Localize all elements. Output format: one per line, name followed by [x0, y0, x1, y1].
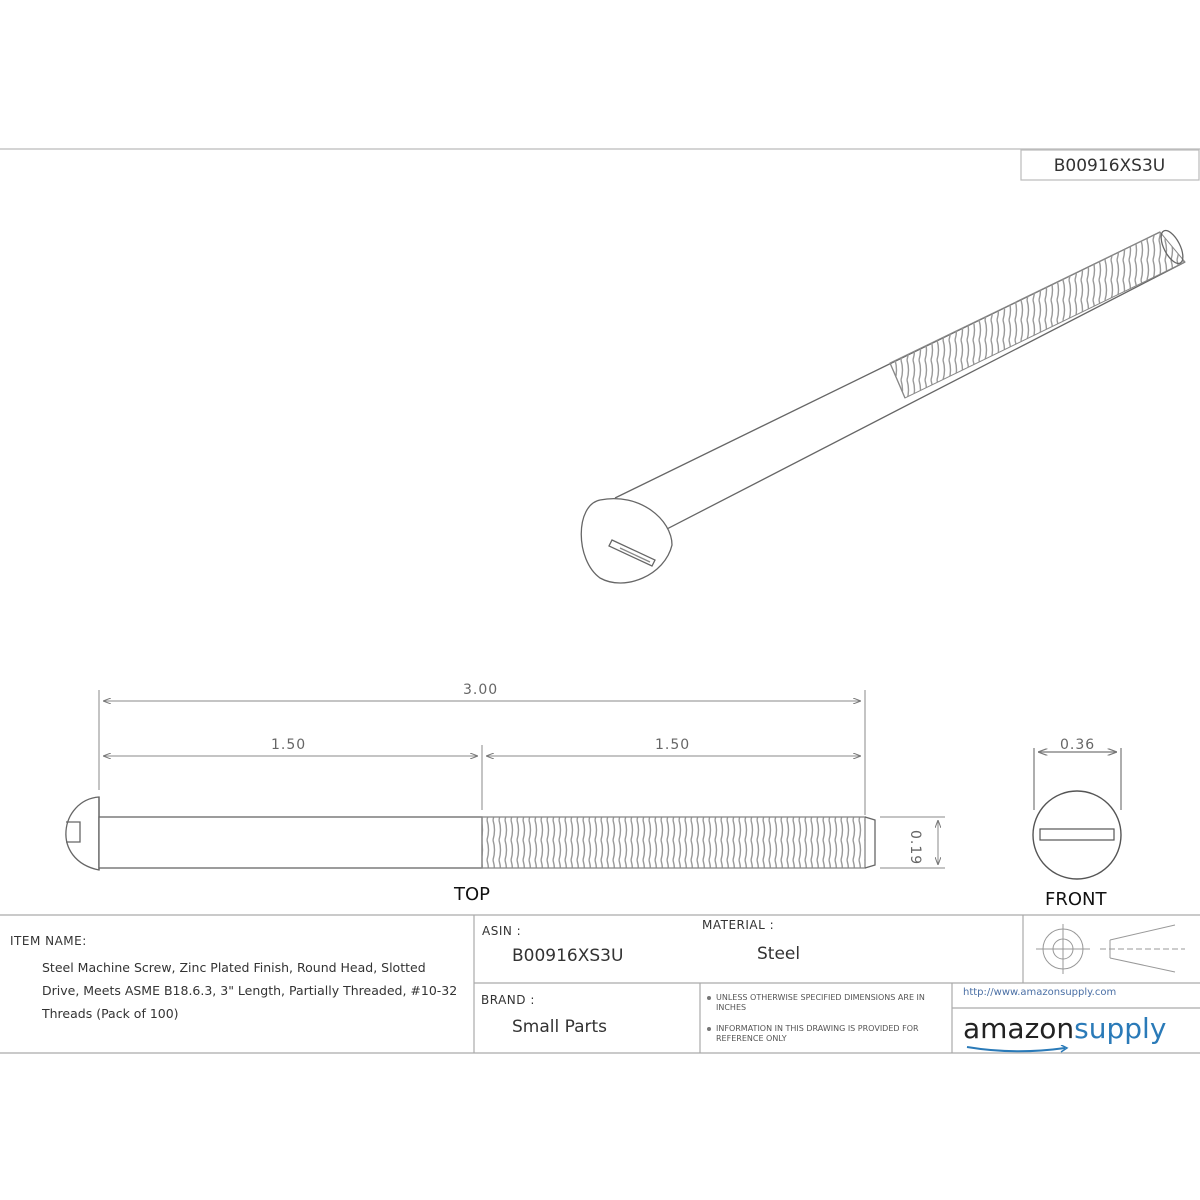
material-label: MATERIAL : [702, 918, 775, 932]
header-asin: B00916XS3U [1053, 156, 1166, 176]
note-reference: INFORMATION IN THIS DRAWING IS PROVIDED FOR REFERENCE ONLY [716, 1024, 919, 1043]
item-name-label: ITEM NAME: [10, 934, 87, 948]
dimension-threaded-length: 1.50 [655, 737, 691, 753]
logo-text-supply: supply [1074, 1012, 1167, 1045]
note-units: UNLESS OTHERWISE SPECIFIED DIMENSIONS ARE IN INCHES [716, 993, 925, 1012]
logo-smile-icon [965, 1045, 1075, 1055]
isometric-screw-view [581, 227, 1187, 583]
supplier-url-link[interactable]: http://www.amazonsupply.com [963, 987, 1117, 998]
view-label-top: TOP [454, 884, 491, 905]
logo-text-amazon: amazon [963, 1012, 1075, 1045]
view-label-front: FRONT [1045, 889, 1107, 910]
amazonsupply-logo [963, 1012, 1166, 1045]
sheet-frame [0, 149, 1200, 180]
material-value: Steel [757, 944, 801, 964]
brand-value: Small Parts [512, 1017, 608, 1037]
dimension-thread-diameter: 0.19 [907, 830, 923, 866]
dimension-overall-length: 3.00 [463, 682, 499, 698]
dimension-unthreaded-length: 1.50 [271, 737, 307, 753]
brand-label: BRAND : [481, 993, 535, 1007]
dimension-head-diameter: 0.36 [1060, 737, 1096, 753]
item-name-value: Steel Machine Screw, Zinc Plated Finish, Round Head, Slotted Drive, Meets ASME B18.6.3, 3" Length, Partially Threaded, #10-32 Threads (Pack of 100) [42, 960, 458, 1021]
top-view-screw [66, 797, 875, 870]
front-view [1033, 748, 1121, 879]
asin-value: B00916XS3U [512, 946, 624, 966]
note-bullets [707, 996, 711, 1031]
projection-symbol [1036, 924, 1185, 974]
asin-label: ASIN : [482, 924, 522, 938]
